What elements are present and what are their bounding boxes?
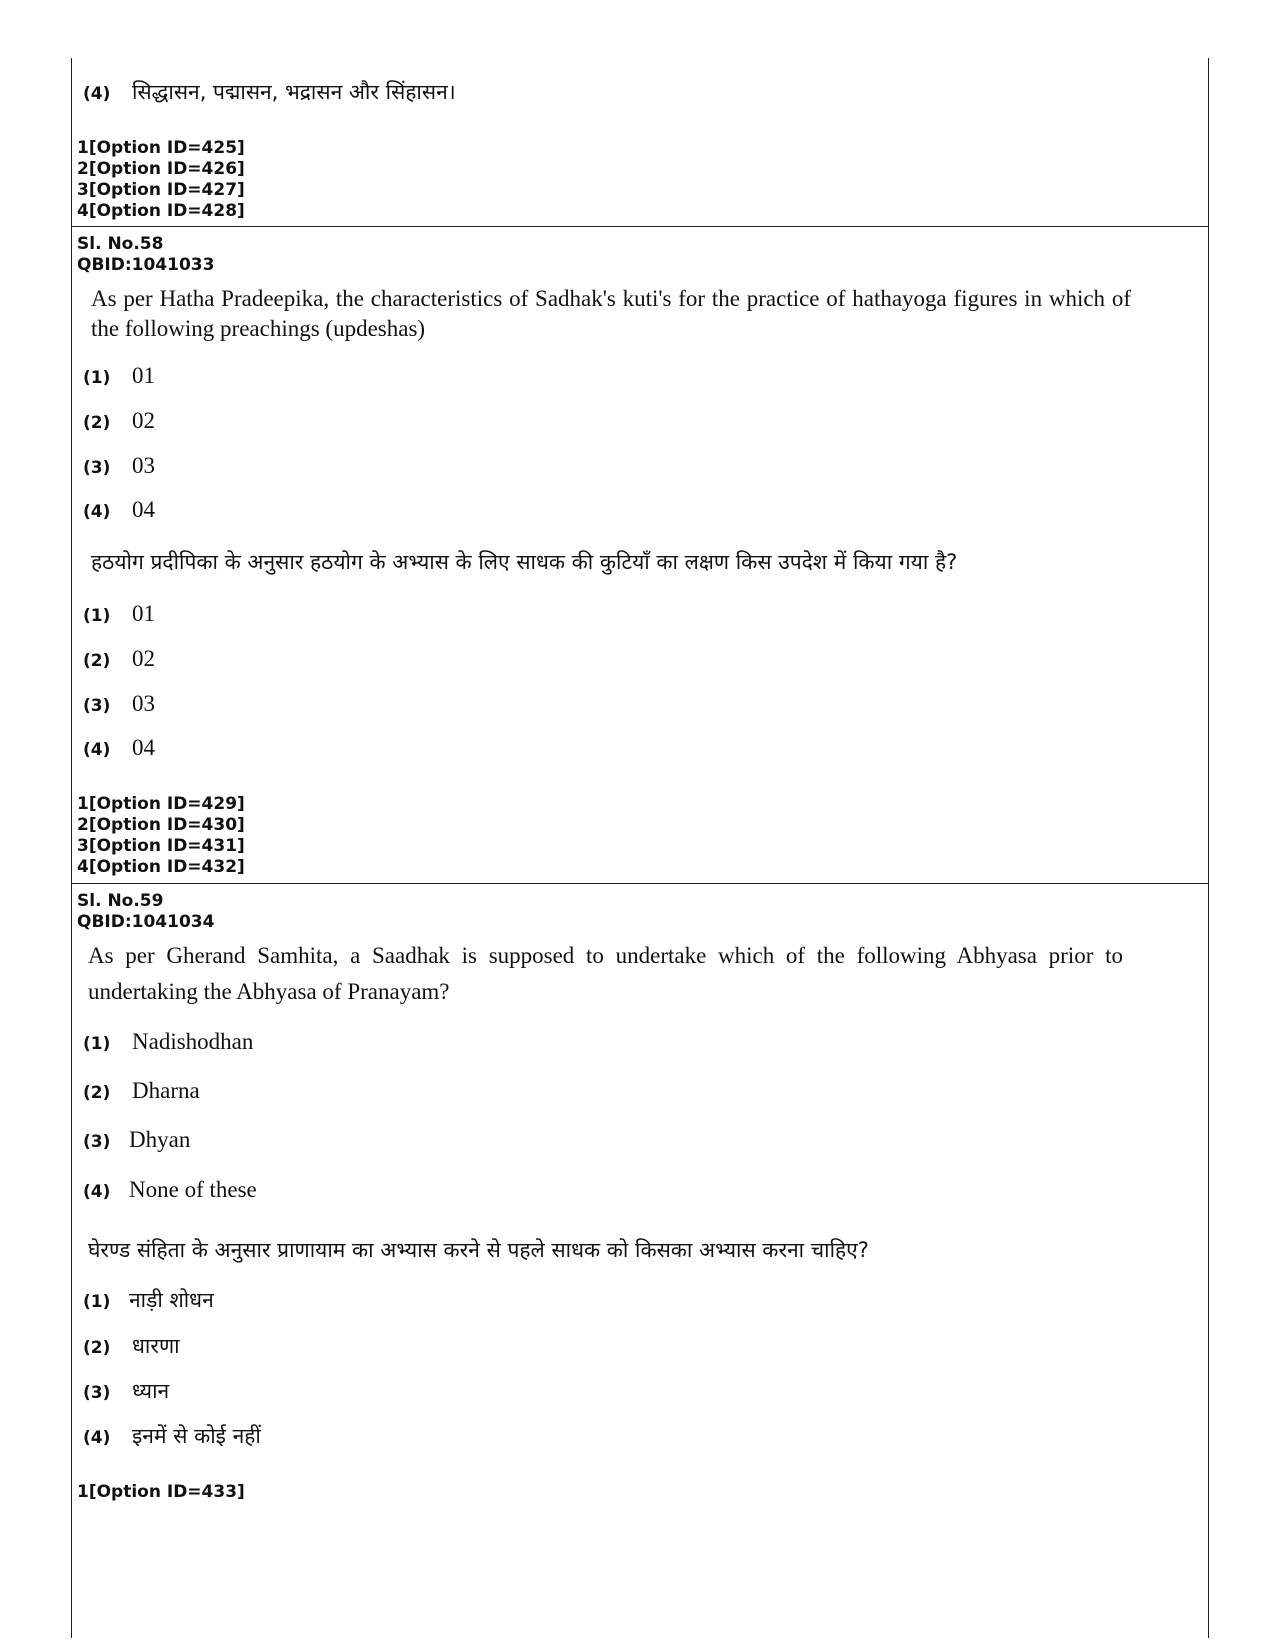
q58-hi-option-2: [83, 646, 155, 672]
q59-hi-option-2: [83, 1332, 180, 1360]
option-label: (2): [83, 1338, 111, 1358]
option-text: 02: [132, 646, 155, 671]
option-id: 1[Option ID=429]: [77, 794, 245, 814]
q58-en-option-4: [83, 497, 155, 523]
option-label: (3): [83, 696, 111, 716]
q59-hi-option-3: [83, 1377, 169, 1405]
serial-number: Sl. No.59: [77, 891, 164, 911]
q59-question-hi: घेरण्ड संहिता के अनुसार प्राणायाम का अभ्यास करने से पहले साधक को किसका अभ्यास करना चाहिए?: [88, 1238, 869, 1262]
row-divider: [72, 226, 1208, 227]
q58-question-hi: हठयोग प्रदीपिका के अनुसार हठयोग के अभ्यास के लिए साधक की कुटियाँ का लक्षण किस उपदेश में किया गया है?: [91, 550, 958, 574]
option-label: (2): [83, 413, 111, 433]
option-text: ध्यान: [132, 1379, 170, 1403]
q58-hi-option-3: [83, 691, 155, 717]
option-text: 01: [132, 601, 155, 626]
option-text: नाड़ी शोधन: [129, 1288, 214, 1312]
option-id: 1[Option ID=433]: [77, 1482, 245, 1502]
q58-en-option-2: [83, 408, 155, 434]
q58-en-option-1: [83, 363, 155, 389]
qbid: QBID:1041034: [77, 912, 215, 932]
option-label: (4): [83, 1428, 111, 1448]
serial-number: Sl. No.58: [77, 234, 164, 254]
option-text: None of these: [129, 1177, 257, 1202]
option-label: (1): [83, 1292, 111, 1312]
option-text: 03: [132, 453, 155, 478]
option-id: 2[Option ID=430]: [77, 815, 245, 835]
option-text: सिद्धासन, पद्मासन, भद्रासन और सिंहासन।: [132, 80, 456, 104]
option-label: (1): [83, 368, 111, 388]
option-label: (3): [83, 458, 111, 478]
q59-en-option-2: [83, 1078, 200, 1104]
option-label: (4): [83, 502, 111, 522]
option-text: Dhyan: [129, 1127, 191, 1152]
q59-hi-option-1: [83, 1286, 214, 1314]
option-text: Dharna: [132, 1078, 200, 1103]
option-id: 3[Option ID=427]: [77, 180, 245, 200]
option-text: 03: [132, 691, 155, 716]
prev-option-ids: [77, 138, 245, 222]
q59-hi-option-4: [83, 1422, 261, 1450]
q58-hi-option-1: [83, 601, 155, 627]
q58-header: [77, 234, 214, 276]
option-label: (1): [83, 1034, 111, 1054]
q58-question-en: As per Hatha Pradeepika, the characteristics of Sadhak's kuti's for the practice of hathayoga figures in which of the following preachings (updeshas): [91, 286, 1131, 341]
question-table: [71, 58, 1209, 1638]
option-text: 01: [132, 363, 155, 388]
qbid: QBID:1041033: [77, 255, 215, 275]
q59-en-option-3: [83, 1127, 190, 1153]
row-divider: [72, 883, 1208, 884]
q59-question-en: As per Gherand Samhita, a Saadhak is supposed to undertake which of the following Abhyasa prior to undertaking the Abhyasa of Pranayam?: [88, 943, 1123, 1004]
prev-option-4: [83, 78, 456, 106]
option-label: (4): [83, 740, 111, 760]
option-text: 04: [132, 735, 155, 760]
option-label: (4): [83, 84, 111, 104]
option-label: (3): [83, 1383, 111, 1403]
q59-en-option-1: [83, 1029, 253, 1055]
option-id: 2[Option ID=426]: [77, 159, 245, 179]
option-id: 4[Option ID=428]: [77, 201, 245, 221]
option-label: (1): [83, 606, 111, 626]
q58-hi-option-4: [83, 735, 155, 761]
option-text: 04: [132, 497, 155, 522]
q59-header: [77, 891, 214, 933]
q59-option-ids: [77, 1482, 245, 1503]
option-label: (2): [83, 651, 111, 671]
option-id: 3[Option ID=431]: [77, 836, 245, 856]
q58-option-ids: [77, 794, 245, 878]
option-id: 1[Option ID=425]: [77, 138, 245, 158]
option-label: (4): [83, 1182, 111, 1202]
option-text: धारणा: [132, 1334, 180, 1358]
option-id: 4[Option ID=432]: [77, 857, 245, 877]
option-text: 02: [132, 408, 155, 433]
option-text: Nadishodhan: [132, 1029, 254, 1054]
option-label: (3): [83, 1132, 111, 1152]
option-label: (2): [83, 1083, 111, 1103]
q58-en-option-3: [83, 453, 155, 479]
option-text: इनमें से कोई नहीं: [132, 1424, 261, 1448]
q59-en-option-4: [83, 1177, 257, 1203]
